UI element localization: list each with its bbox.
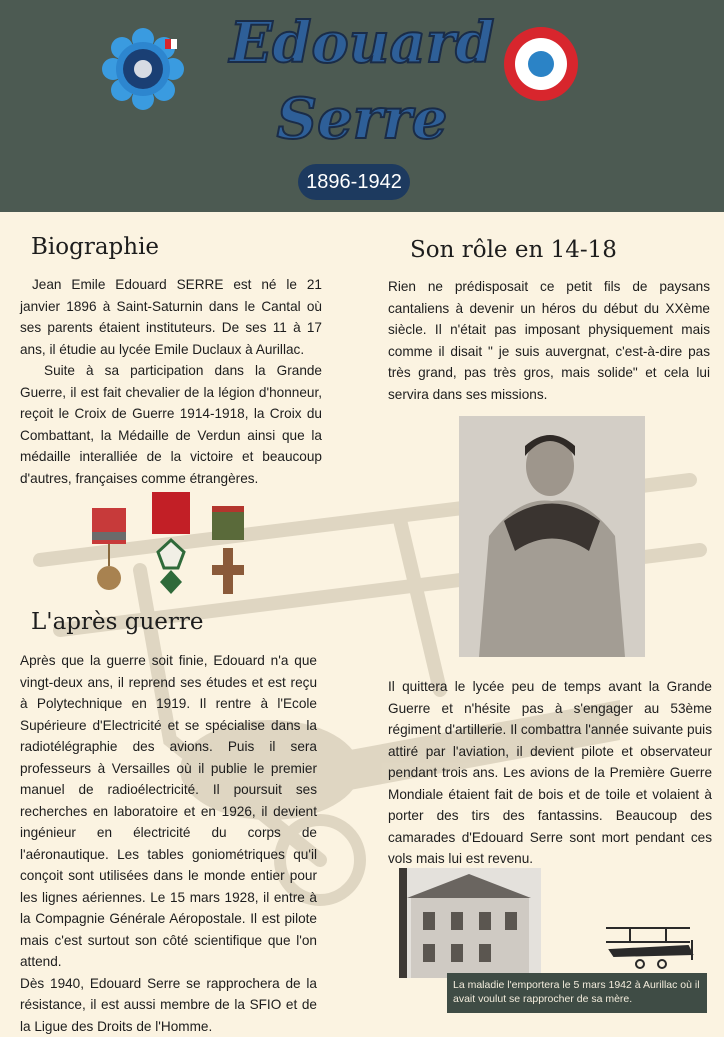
biplane-icon	[600, 920, 700, 970]
medal-icon	[92, 508, 126, 590]
role-paragraph-1: Rien ne prédisposait ce petit fils de paysans cantaliens à devenir un héros du début du XXème siècle. Il n'était pas imposant physiquement mais comme il disait " je suis auvergnat, c'est-à-dire pas très grand, pas très gros, mais solide" et cela lui servira dans ses missions.	[388, 276, 710, 405]
title-first-name: Edouard	[200, 14, 524, 72]
role-text-2	[388, 676, 712, 870]
role-text-1	[388, 276, 710, 405]
role-paragraph-2: Il quittera le lycée peu de temps avant la Grande Guerre et n'hésite pas à s'engager au 53ème régiment d'artillerie. Il combattra l'année suivante puis attiré par l'aviation, il devient pilote et observateur pendant trois ans. Les avions de la Première Guerre Mondiale étaient fait de bois et de toile et volaient à porter des tirs des fantassins. Beaucoup des camarades d'Edouard Serre sont mort pendant ces vols mais lui est revenu.	[388, 676, 712, 870]
after-war-text	[20, 650, 317, 1037]
biography-heading: Biographie	[31, 234, 159, 260]
medals-image	[88, 490, 258, 600]
medal-icon	[212, 506, 244, 594]
role-heading: Son rôle en 14-18	[410, 237, 617, 263]
biography-text	[20, 274, 322, 489]
house-photo	[399, 868, 541, 978]
after-war-paragraph-1: Après que la guerre soit finie, Edouard n'a que vingt-deux ans, il reprend ses études et est reçu à Polytechnique en 1919. Il rentre à l'Ecole Supérieure d'Electricité et se spécialise dans la radiotélégraphie des avions. Puis il sera professeurs à Versailles où il publie le premier manuel de radioélectricité. Il poursuit ses recherches en laboratoire et en 1926, il devient ingénieur en électricité du corps de l'aéronautique. Les tables goniométriques qu'il conçoit sont utilisées dans le monde entier pour les lignes aériennes. Le 15 mars 1928, il entre à la Compagnie Générale Aéropostale. Il est pilote mais c'est surtout son côté scientifique que l'on attend.	[20, 650, 317, 973]
biography-paragraph-1: Jean Emile Edouard SERRE est né le 21 janvier 1896 à Saint-Saturnin dans le Cantal où ses parents étaient instituteurs. De ses 11 à 17 ans, il étudie au lycée Emile Duclaux à Aurillac.	[20, 274, 322, 360]
header-band	[0, 0, 724, 212]
caption-box: La maladie l'emportera le 5 mars 1942 à Aurillac où il avait voulut se rapprocher de sa mère.	[447, 973, 707, 1013]
years-badge: 1896-1942	[298, 164, 410, 200]
after-war-heading: L'après guerre	[31, 609, 204, 635]
after-war-paragraph-2: Dès 1940, Edouard Serre se rapprochera de la résistance, il est aussi membre de la SFIO et de la Ligue des Droits de l'Homme.	[20, 973, 317, 1037]
title-last-name: Serre	[200, 90, 524, 148]
blue-rosette-icon	[100, 26, 186, 112]
french-cocarde-icon	[503, 26, 579, 102]
biography-paragraph-2: Suite à sa participation dans la Grande Guerre, il est fait chevalier de la légion d'honneur, reçoit le Croix de Guerre 1914-1918, la Croix du Combattant, la Médaille de Verdun ainsi que la médaille interalliée de la victoire et beaucoup d'autres, françaises comme étrangères.	[20, 360, 322, 489]
medal-icon	[152, 492, 190, 594]
portrait-photo	[459, 416, 645, 657]
